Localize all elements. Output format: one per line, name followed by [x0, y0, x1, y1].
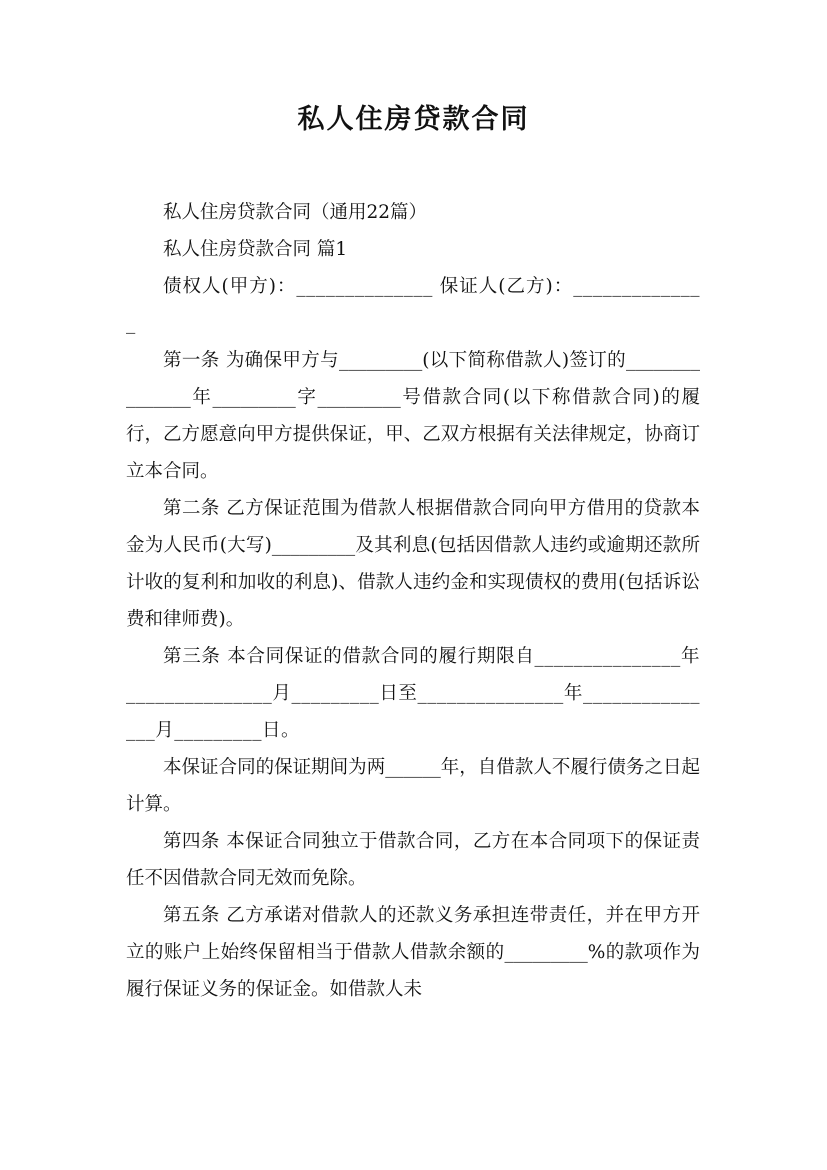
- document-title: 私人住房贷款合同: [297, 104, 530, 135]
- paragraph-section-heading: 私人住房贷款合同 篇1: [163, 239, 348, 260]
- paragraph-guarantee-period: 本保证合同的保证期间为两______年，自借款人不履行债务之日起计算。: [126, 757, 700, 815]
- paragraph-article-5: 第五条 乙方承诺对借款人的还款义务承担连带责任，并在甲方开立的账户上始终保留相当于借款人借款余额的_________%的款项作为履行保证义务的保证金。如借款人未: [126, 905, 700, 1000]
- paragraph-subtitle: 私人住房贷款合同（通用22篇）: [163, 202, 428, 223]
- paragraph-article-3: 第三条 本合同保证的借款合同的履行期限自_______________年_______________月_________日至_______________年_______________月_________日。: [126, 646, 700, 741]
- paragraph-article-1: 第一条 为确保甲方与_________(以下简称借款人)签订的_______________年_________字_________号借款合同(以下称借款合同)的履行，乙方愿意向甲方提供保证，甲、乙双方根据有关法律规定，协商订立本合同。: [126, 350, 700, 482]
- paragraph-article-4: 第四条 本保证合同独立于借款合同，乙方在本合同项下的保证责任不因借款合同无效而免除。: [126, 831, 700, 889]
- document-body: [126, 194, 700, 1008]
- paragraph-parties: 债权人(甲方)：______________ 保证人(乙方)：______________: [126, 276, 700, 334]
- paragraph-article-2: 第二条 乙方保证范围为借款人根据借款合同向甲方借用的贷款本金为人民币(大写)_________及其利息(包括因借款人违约或逾期还款所计收的复利和加收的利息)、借款人违约金和实现债权的费用(包括诉讼费和律师费)。: [126, 498, 700, 630]
